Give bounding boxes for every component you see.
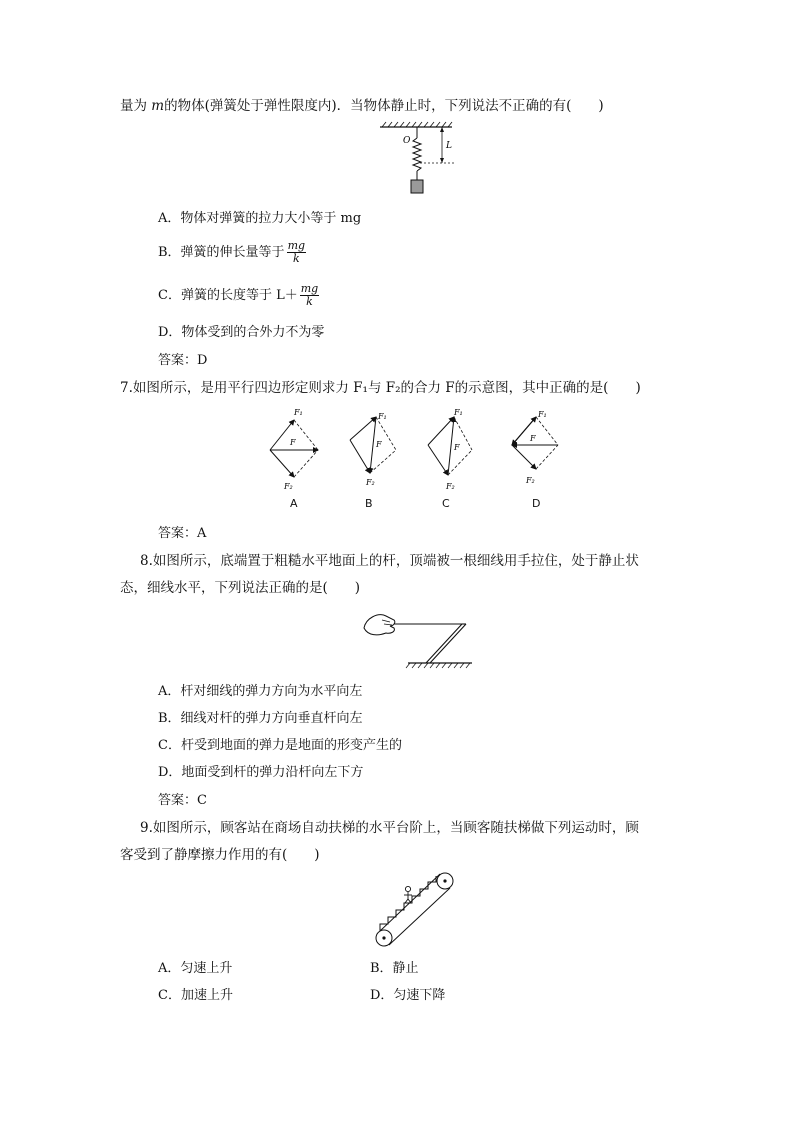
q9-option-b: B．静止 bbox=[370, 961, 419, 976]
q6-option-a: A．物体对弹簧的拉力大小等于 mg bbox=[158, 211, 362, 226]
figure-b bbox=[350, 412, 396, 487]
q8-answer: 答案：C bbox=[158, 793, 207, 808]
figure-c bbox=[428, 408, 472, 491]
q6-option-c-num: mg bbox=[300, 282, 319, 295]
fig-a-f1: F₁ bbox=[294, 408, 303, 417]
q8-stem-line2: 态，细线水平，下列说法正确的是( ) bbox=[120, 580, 361, 596]
caption-c: C bbox=[442, 497, 450, 510]
q9-stem-line2: 客受到了静摩擦力作用的有( ) bbox=[120, 847, 320, 863]
q9-option-a: A．匀速上升 bbox=[158, 961, 233, 976]
q8-option-c: C．杆受到地面的弹力是地面的形变产生的 bbox=[158, 738, 402, 753]
q6-option-b-fraction bbox=[287, 240, 306, 265]
parallelogram-figures bbox=[250, 405, 580, 497]
q6-option-b-text: B．弹簧的伸长量等于 bbox=[158, 245, 285, 260]
q7-stem: 7.如图所示，是用平行四边形定则求力 F₁与 F₂的合力 F的示意图，其中正确的是( ) bbox=[120, 380, 641, 396]
q9-stem-line1: 9.如图所示，顾客站在商场自动扶梯的水平台阶上，当顾客随扶梯做下列运动时，顾 bbox=[140, 820, 639, 836]
q8-option-b: B．细线对杆的弹力方向垂直杆向左 bbox=[158, 711, 363, 726]
q8-stem-line1: 8.如图所示，底端置于粗糙水平地面上的杆，顶端被一根细线用手拉住，处于静止状 bbox=[140, 553, 639, 569]
q8-option-a: A．杆对细线的弹力方向为水平向左 bbox=[158, 684, 363, 699]
q6-answer: 答案：D bbox=[158, 353, 208, 368]
spring-figure bbox=[370, 120, 460, 202]
rod-figure bbox=[360, 606, 480, 674]
q6-option-b-num: mg bbox=[287, 239, 306, 252]
q7-answer: 答案：A bbox=[158, 526, 207, 541]
fig-d-f2: F₂ bbox=[526, 476, 535, 485]
caption-d: D bbox=[532, 497, 541, 510]
q6-option-c-fraction bbox=[300, 283, 319, 308]
caption-a: A bbox=[290, 497, 298, 510]
q6-option-b-den: k bbox=[292, 252, 300, 265]
spring-label-o: O bbox=[403, 136, 411, 146]
q9-option-c: C．加速上升 bbox=[158, 988, 233, 1003]
q6-option-d: D．物体受到的合外力不为零 bbox=[158, 325, 325, 340]
fig-d-f1: F₁ bbox=[538, 410, 547, 419]
spring-label-l: L bbox=[446, 141, 452, 151]
q6-option-c-den: k bbox=[306, 295, 313, 308]
figure-d bbox=[512, 410, 558, 485]
q9-option-d: D．匀速下降 bbox=[370, 988, 446, 1003]
q6-stem bbox=[120, 96, 604, 116]
q6-stem-pre: 量为 bbox=[120, 98, 152, 114]
fig-a-f: F bbox=[290, 438, 296, 447]
q6-stem-post: 的物体(弹簧处于弹性限度内)．当物体静止时，下列说法不正确的有( ) bbox=[164, 98, 604, 114]
escalator-figure bbox=[368, 870, 458, 950]
fig-b-f1: F₁ bbox=[378, 412, 387, 421]
fig-d-f: F bbox=[530, 434, 536, 443]
fig-b-f2: F₂ bbox=[366, 478, 375, 487]
q6-option-c bbox=[158, 283, 321, 308]
fig-c-f1: F₁ bbox=[454, 408, 463, 417]
q8-option-d: D．地面受到杆的弹力沿杆向左下方 bbox=[158, 765, 364, 780]
q6-stem-var: m bbox=[151, 98, 165, 114]
fig-c-f2: F₂ bbox=[446, 482, 455, 491]
q6-option-b bbox=[158, 240, 308, 265]
q6-option-c-text: C．弹簧的长度等于 L＋ bbox=[158, 288, 298, 303]
fig-b-f: F bbox=[376, 440, 382, 449]
figure-a bbox=[270, 408, 318, 491]
caption-b: B bbox=[365, 497, 373, 510]
fig-c-f: F bbox=[454, 443, 460, 452]
fig-a-f2: F₂ bbox=[284, 482, 293, 491]
